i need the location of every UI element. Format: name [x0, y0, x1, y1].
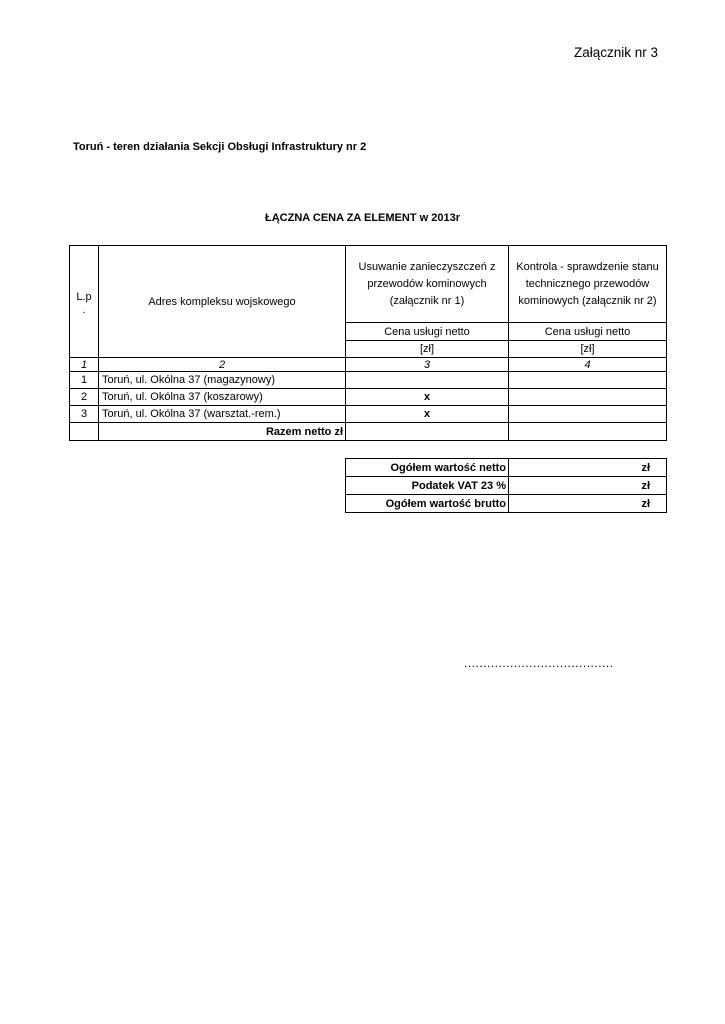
price-label-cleaning: Cena usługi netto [346, 323, 509, 341]
summary-row [346, 495, 667, 513]
row-inspection [509, 389, 667, 406]
row-lp: 1 [70, 372, 99, 389]
price-label-inspection: Cena usługi netto [509, 323, 667, 341]
attachment-label: Załącznik nr 3 [573, 45, 658, 60]
row-cleaning: x [346, 406, 509, 423]
summary-label: Ogółem wartość netto [346, 459, 509, 477]
row-address: Toruń, ul. Okólna 37 (magazynowy) [99, 372, 346, 389]
unit-inspection: [zł] [509, 341, 667, 358]
summary-label: Ogółem wartość brutto [346, 495, 509, 513]
total-label: Razem netto zł [99, 423, 346, 441]
document-heading: ŁĄCZNA CENA ZA ELEMENT w 2013r [265, 212, 460, 224]
column-number: 3 [346, 358, 509, 372]
header-address: Adres kompleksu wojskowego [99, 246, 346, 358]
column-number-row [70, 358, 667, 372]
row-cleaning [346, 372, 509, 389]
total-row [70, 423, 667, 441]
column-number: 1 [70, 358, 99, 372]
summary-row [346, 459, 667, 477]
signature-line: ....................................... [464, 656, 614, 670]
total-lp-cell [70, 423, 99, 441]
row-cleaning: x [346, 389, 509, 406]
summary-unit: zł [639, 459, 667, 477]
summary-unit: zł [639, 495, 667, 513]
row-lp: 2 [70, 389, 99, 406]
row-inspection [509, 406, 667, 423]
column-number: 4 [509, 358, 667, 372]
document-subtitle: Toruń - teren działania Sekcji Obsługi Infrastruktury nr 2 [73, 141, 367, 153]
header-lp-line2: . [82, 303, 86, 316]
row-inspection [509, 372, 667, 389]
header-lp-line1: L.p [76, 290, 92, 303]
summary-value [509, 459, 639, 477]
table-header-row [70, 246, 667, 323]
summary-value [509, 495, 639, 513]
summary-value [509, 477, 639, 495]
table-row [70, 389, 667, 406]
header-inspection: Kontrola - sprawdzenie stanu technicznego przewodów kominowych (załącznik nr 2) [509, 246, 667, 323]
summary-unit: zł [639, 477, 667, 495]
row-lp: 3 [70, 406, 99, 423]
summary-table [345, 458, 667, 513]
summary-label: Podatek VAT 23 % [346, 477, 509, 495]
column-number: 2 [99, 358, 346, 372]
table-row [70, 406, 667, 423]
total-inspection-cell [509, 423, 667, 441]
row-address: Toruń, ul. Okólna 37 (koszarowy) [99, 389, 346, 406]
table-row [70, 372, 667, 389]
price-table [69, 245, 667, 441]
total-cleaning-cell [346, 423, 509, 441]
header-lp [70, 246, 99, 358]
unit-cleaning: [zł] [346, 341, 509, 358]
row-address: Toruń, ul. Okólna 37 (warsztat.-rem.) [99, 406, 346, 423]
summary-row [346, 477, 667, 495]
header-cleaning: Usuwanie zanieczyszczeń z przewodów kominowych (załącznik nr 1) [346, 246, 509, 323]
